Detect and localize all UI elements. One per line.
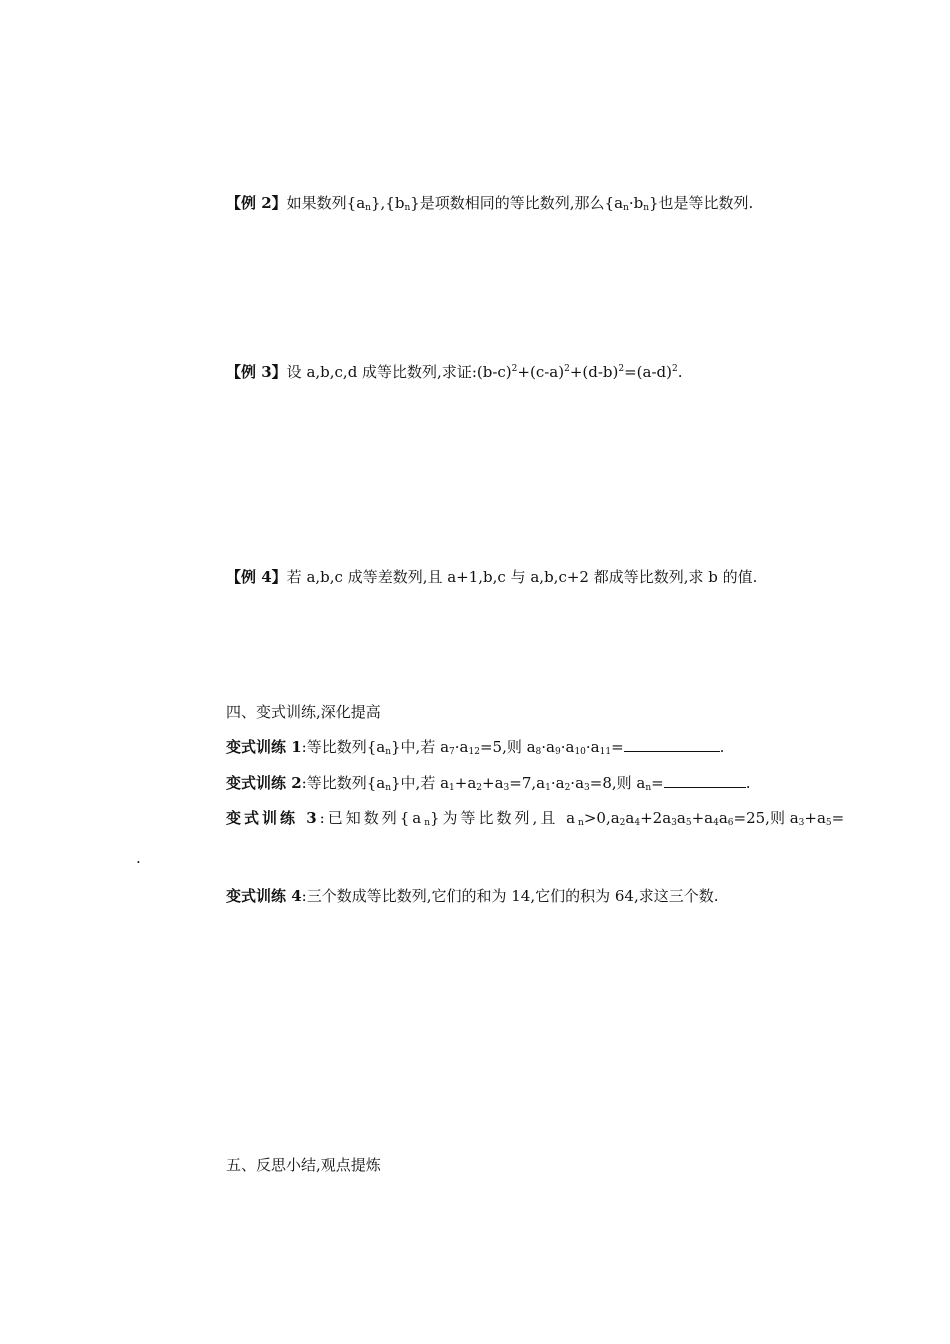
variant-3-period: . [136,849,141,867]
variant-3-label: 变式训练 3 [226,809,320,827]
answer-blank[interactable] [624,737,720,752]
example-4-label: 【例 4】 [226,568,287,586]
section-5-title: 五、反思小结,观点提炼 [226,1156,381,1174]
example-4: 【例 4】若 a,b,c 成等差数列,且 a+1,b,c 与 a,b,c+2 都成等比数列,求 b 的值. [226,568,758,586]
variant-exercise-3: 变式训练 3:已知数列$\{a_n\}$为等比数列,且 $a_n>0,a_2a_4+2a_3a_5+a_4a_6=25$,则 $a_3+a_5=$ [226,809,845,828]
example-2: 【例 2】如果数列$\{a_n\},\{b_n\}$是项数相同的等比数列,那么$\{a_n\cdot b_n\}$也是等比数列. [226,194,754,213]
answer-blank[interactable] [664,773,746,788]
example-2-label: 【例 2】 [226,194,287,212]
variant-2-label: 变式训练 2 [226,774,302,792]
example-3-label: 【例 3】 [226,363,287,381]
variant-1-label: 变式训练 1 [226,738,302,756]
example-3: 【例 3】设 a,b,c,d 成等比数列,求证$:(b-c)^2+(c-a)^2+(d-b)^2=(a-d)^2$. [226,363,683,381]
variant-4-label: 变式训练 4 [226,887,302,905]
variant-exercise-1: 变式训练 1:等比数列$\{a_n\}$中,若 $a_7\cdot a_{12}=5$,则 $a_8\cdot a_9\cdot a_{10}\cdot a_{11}=$ . [226,738,725,757]
variant-exercise-4: 变式训练 4:三个数成等比数列,它们的和为 14,它们的积为 64,求这三个数. [226,887,719,905]
variant-exercise-2: 变式训练 2:等比数列$\{a_n\}$中,若 $a_1+a_2+a_3=7,a_1\cdot a_2\cdot a_3=8$,则 $a_n=$ . [226,774,751,793]
section-4-title: 四、变式训练,深化提高 [226,703,381,721]
